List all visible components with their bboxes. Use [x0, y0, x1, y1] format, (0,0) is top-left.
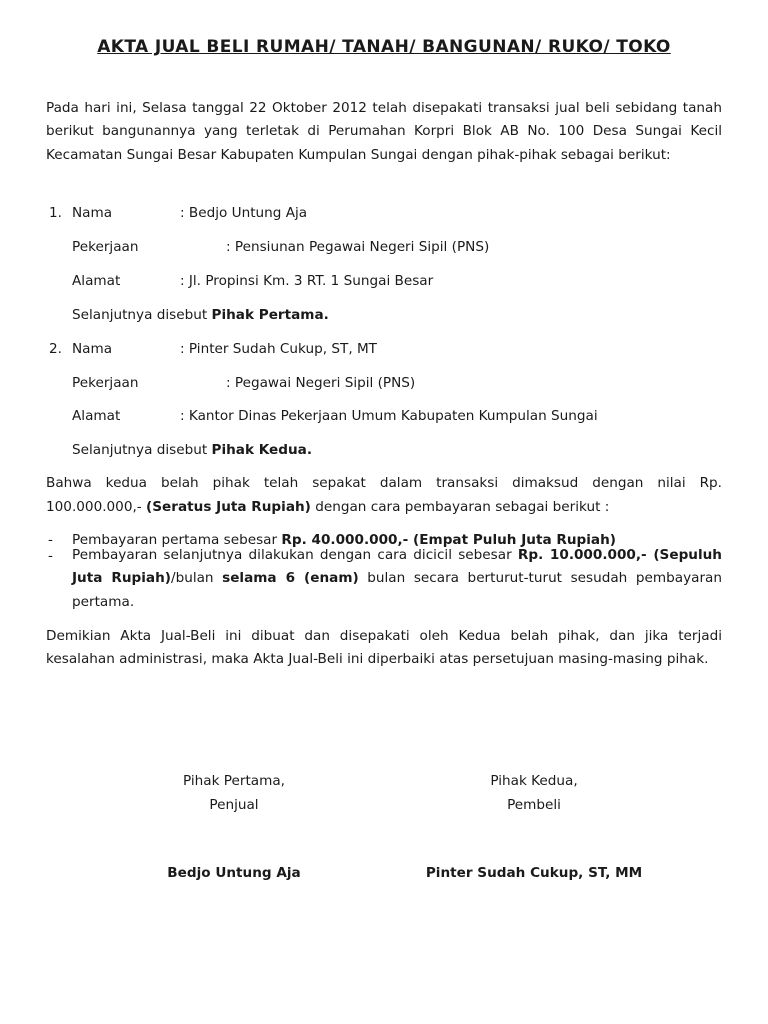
- second-party-name: Pinter Sudah Cukup, ST, MM: [425, 865, 643, 881]
- party-1-job-value: : Pensiunan Pegawai Negeri Sipil (PNS): [226, 239, 490, 255]
- party-2-number: 2.: [49, 341, 62, 357]
- party-1-ref-text: Selanjutnya disebut: [72, 307, 212, 323]
- party-1-reference: [72, 306, 329, 324]
- document-title: AKTA JUAL BELI RUMAH/ TANAH/ BANGUNAN/ RUKO/ TOKO: [97, 37, 671, 57]
- first-party-role: Pihak Pertama,: [182, 773, 286, 789]
- payment-2-text: [72, 544, 722, 614]
- agreement-amount-words: (Seratus Juta Rupiah): [146, 499, 311, 515]
- closing-paragraph: Demikian Akta Jual-Beli ini dibuat dan disepakati oleh Kedua belah pihak, dan jika terjadi kesalahan administrasi, maka Akta Jual-Beli ini diperbaiki atas persetujuan masing-masing pihak.: [46, 628, 722, 668]
- party-2-address-value: : Kantor Dinas Pekerjaan Umum Kabupaten Kumpulan Sungai: [180, 408, 598, 424]
- payment-2-dash: -: [48, 548, 53, 564]
- payment-1-prefix: Pembayaran pertama sebesar: [72, 532, 282, 548]
- party-2-name-label: Nama: [72, 341, 113, 357]
- party-1-address-label: Alamat: [72, 273, 121, 289]
- payment-2-suffix: bulan secara berturut-turut sesudah pembayaran pertama.: [72, 570, 722, 610]
- agreement-line-1: Bahwa kedua belah pihak telah sepakat dalam transaksi dimaksud dengan nilai Rp.: [46, 475, 722, 491]
- payment-2-period: selama 6 (enam): [222, 570, 359, 587]
- party-2-job-label: Pekerjaan: [72, 375, 139, 391]
- payment-2-prefix: Pembayaran selanjutnya dilakukan dengan cara dicicil sebesar: [72, 547, 518, 563]
- party-2-job-value: : Pegawai Negeri Sipil (PNS): [226, 375, 416, 391]
- second-party-role: Pihak Kedua,: [490, 773, 578, 789]
- party-1-number: 1.: [49, 205, 62, 221]
- intro-paragraph: Pada hari ini, Selasa tanggal 22 Oktober 2012 telah disepakati transaksi jual beli sebidang tanah berikut bangunannya yang terletak di Perumahan Korpri Blok AB No. 100 Desa Sungai Kecil Kecamatan Sungai Besar Kabupaten Kumpulan Sungai dengan pihak-pihak sebagai berikut:: [46, 100, 722, 163]
- payment-1-dash: -: [48, 532, 53, 548]
- party-1-ref-name: Pihak Pertama.: [211, 307, 329, 323]
- party-1-address-value: : Jl. Propinsi Km. 3 RT. 1 Sungai Besar: [180, 273, 434, 289]
- second-party-title: Pembeli: [507, 797, 561, 813]
- party-1-job-label: Pekerjaan: [72, 239, 139, 255]
- party-2-address-label: Alamat: [72, 408, 121, 424]
- agreement-line-2: [46, 498, 609, 516]
- party-2-name-value: : Pinter Sudah Cukup, ST, MT: [180, 341, 377, 357]
- payment-2-amount: Rp. 10.000.000,- (Sepuluh Juta Rupiah): [72, 547, 722, 587]
- party-2-ref-text: Selanjutnya disebut: [72, 442, 212, 458]
- first-party-name: Bedjo Untung Aja: [167, 865, 301, 881]
- party-2-reference: [72, 441, 312, 459]
- payment-2-mid: /bulan: [171, 570, 223, 587]
- party-2-ref-name: Pihak Kedua.: [211, 442, 313, 458]
- first-party-title: Penjual: [209, 797, 259, 813]
- party-1-name-value: : Bedjo Untung Aja: [180, 205, 308, 221]
- agreement-rest: dengan cara pembayaran sebagai berikut :: [315, 499, 610, 515]
- agreement-amount: 100.000.000,-: [46, 499, 142, 515]
- payment-1-amount: Rp. 40.000.000,- (Empat Puluh Juta Rupiah): [281, 532, 616, 548]
- party-1-name-label: Nama: [72, 205, 113, 221]
